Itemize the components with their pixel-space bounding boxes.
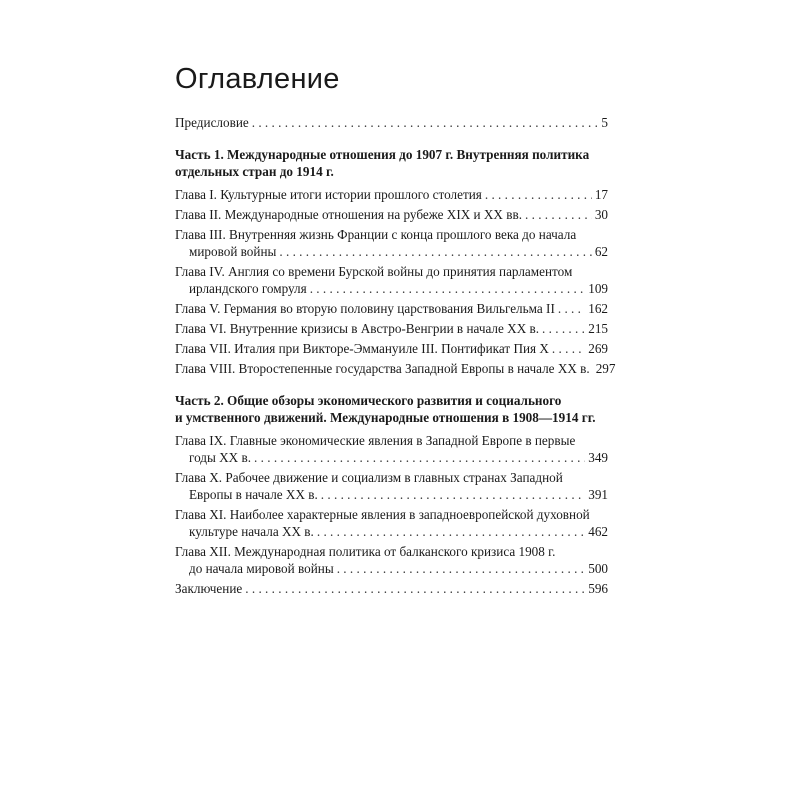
toc-entry-label: культуре начала XX в. <box>189 524 314 539</box>
toc-entry-preface[interactable] <box>175 114 608 131</box>
dot-leader <box>317 523 585 540</box>
toc-entry-label: Глава VI. Внутренние кризисы в Австро-Венгрии в начале XX в. <box>175 321 540 336</box>
page-number: 162 <box>588 301 608 316</box>
dot-leader <box>254 449 585 466</box>
toc-entry-label: Заключение <box>175 581 243 596</box>
page-number: 17 <box>594 187 608 202</box>
part-heading[interactable] <box>175 392 608 426</box>
toc-entry[interactable] <box>175 206 608 223</box>
toc-entry[interactable] <box>175 543 608 577</box>
toc-entry-label: Глава VIII. Второстепенные государства Западной Европы в начале XX в. <box>175 361 590 376</box>
toc-entry-conclusion[interactable] <box>175 580 608 597</box>
page-number: 62 <box>594 244 608 259</box>
page-number: 5 <box>601 115 608 130</box>
page-number: 109 <box>588 281 608 296</box>
toc-entry-label: Глава IX. Главные экономические явления в Западной Европе в первые <box>175 433 576 448</box>
part-heading-line: отдельных стран до 1914 г. <box>175 164 334 179</box>
toc-entry-label: Предисловие <box>175 115 249 130</box>
parts-list <box>175 146 616 577</box>
dot-leader <box>245 580 585 597</box>
page-number: 30 <box>594 207 608 222</box>
dot-leader <box>558 300 585 317</box>
toc-entry-label: Глава III. Внутренняя жизнь Франции с конца прошлого века до начала <box>175 227 577 242</box>
toc-part-section <box>175 392 608 577</box>
toc-entry[interactable] <box>175 263 608 297</box>
dot-leader <box>552 340 585 357</box>
toc-entry[interactable] <box>175 469 608 503</box>
toc-entry[interactable] <box>175 506 608 540</box>
toc-entry[interactable] <box>175 340 608 357</box>
page-number: 269 <box>588 341 608 356</box>
page-title: Оглавление <box>175 63 340 95</box>
dot-leader <box>485 186 592 203</box>
part-heading-line: Часть 1. Международные отношения до 1907 г. Внутренняя политика <box>175 147 590 162</box>
part-heading-line: Часть 2. Общие обзоры экономического развития и социального <box>175 393 562 408</box>
toc-entry-label: Глава XI. Наиболее характерные явления в западноевропейской духовной <box>175 507 590 522</box>
toc-entry-label: Глава XII. Международная политика от балканского кризиса 1908 г. <box>175 544 556 559</box>
toc-entry[interactable] <box>175 186 608 203</box>
toc-entry-label: ирландского гомруля <box>189 281 307 296</box>
page-number: 349 <box>588 450 608 465</box>
page-number: 596 <box>588 581 608 596</box>
toc-entry[interactable] <box>175 226 608 260</box>
table-of-contents <box>175 62 616 600</box>
page-number: 297 <box>595 361 616 376</box>
dot-leader <box>321 486 585 503</box>
toc-entry-label: Европы в начале XX в. <box>189 487 318 502</box>
part-heading-line: и умственного движений. Международные отношения в 1908—1914 гг. <box>175 410 596 425</box>
toc-entry-label: Глава VII. Италия при Викторе-Эммануиле III. Понтификат Пия X <box>175 341 549 356</box>
page-number: 462 <box>588 524 608 539</box>
dot-leader <box>252 114 599 131</box>
toc-entry-label: Глава IV. Англия со времени Бурской войны до принятия парламентом <box>175 264 573 279</box>
toc-part-section <box>175 146 616 377</box>
toc-entry-label: годы XX в. <box>189 450 252 465</box>
toc-entry[interactable] <box>175 320 608 337</box>
toc-entry-label: Глава I. Культурные итоги истории прошлого столетия <box>175 187 482 202</box>
toc-entry-label: до начала мировой войны <box>189 561 334 576</box>
toc-entry-label: Глава X. Рабочее движение и социализм в главных странах Западной <box>175 470 563 485</box>
dot-leader <box>279 243 591 260</box>
toc-entry-label: Глава II. Международные отношения на рубеже XIX и XX вв. <box>175 207 522 222</box>
toc-entry-label: Глава V. Германия во вторую половину царствования Вильгельма II <box>175 301 555 316</box>
dot-leader <box>337 560 586 577</box>
page-number: 215 <box>588 321 608 336</box>
toc-entry[interactable] <box>175 360 616 377</box>
page-number: 500 <box>588 561 608 576</box>
toc-entry[interactable] <box>175 432 608 466</box>
dot-leader <box>542 320 585 337</box>
toc-entry-label: мировой войны <box>189 244 277 259</box>
dot-leader <box>310 280 586 297</box>
page-number: 391 <box>588 487 608 502</box>
toc-entry[interactable] <box>175 300 608 317</box>
dot-leader <box>525 206 592 223</box>
part-heading[interactable] <box>175 146 608 180</box>
